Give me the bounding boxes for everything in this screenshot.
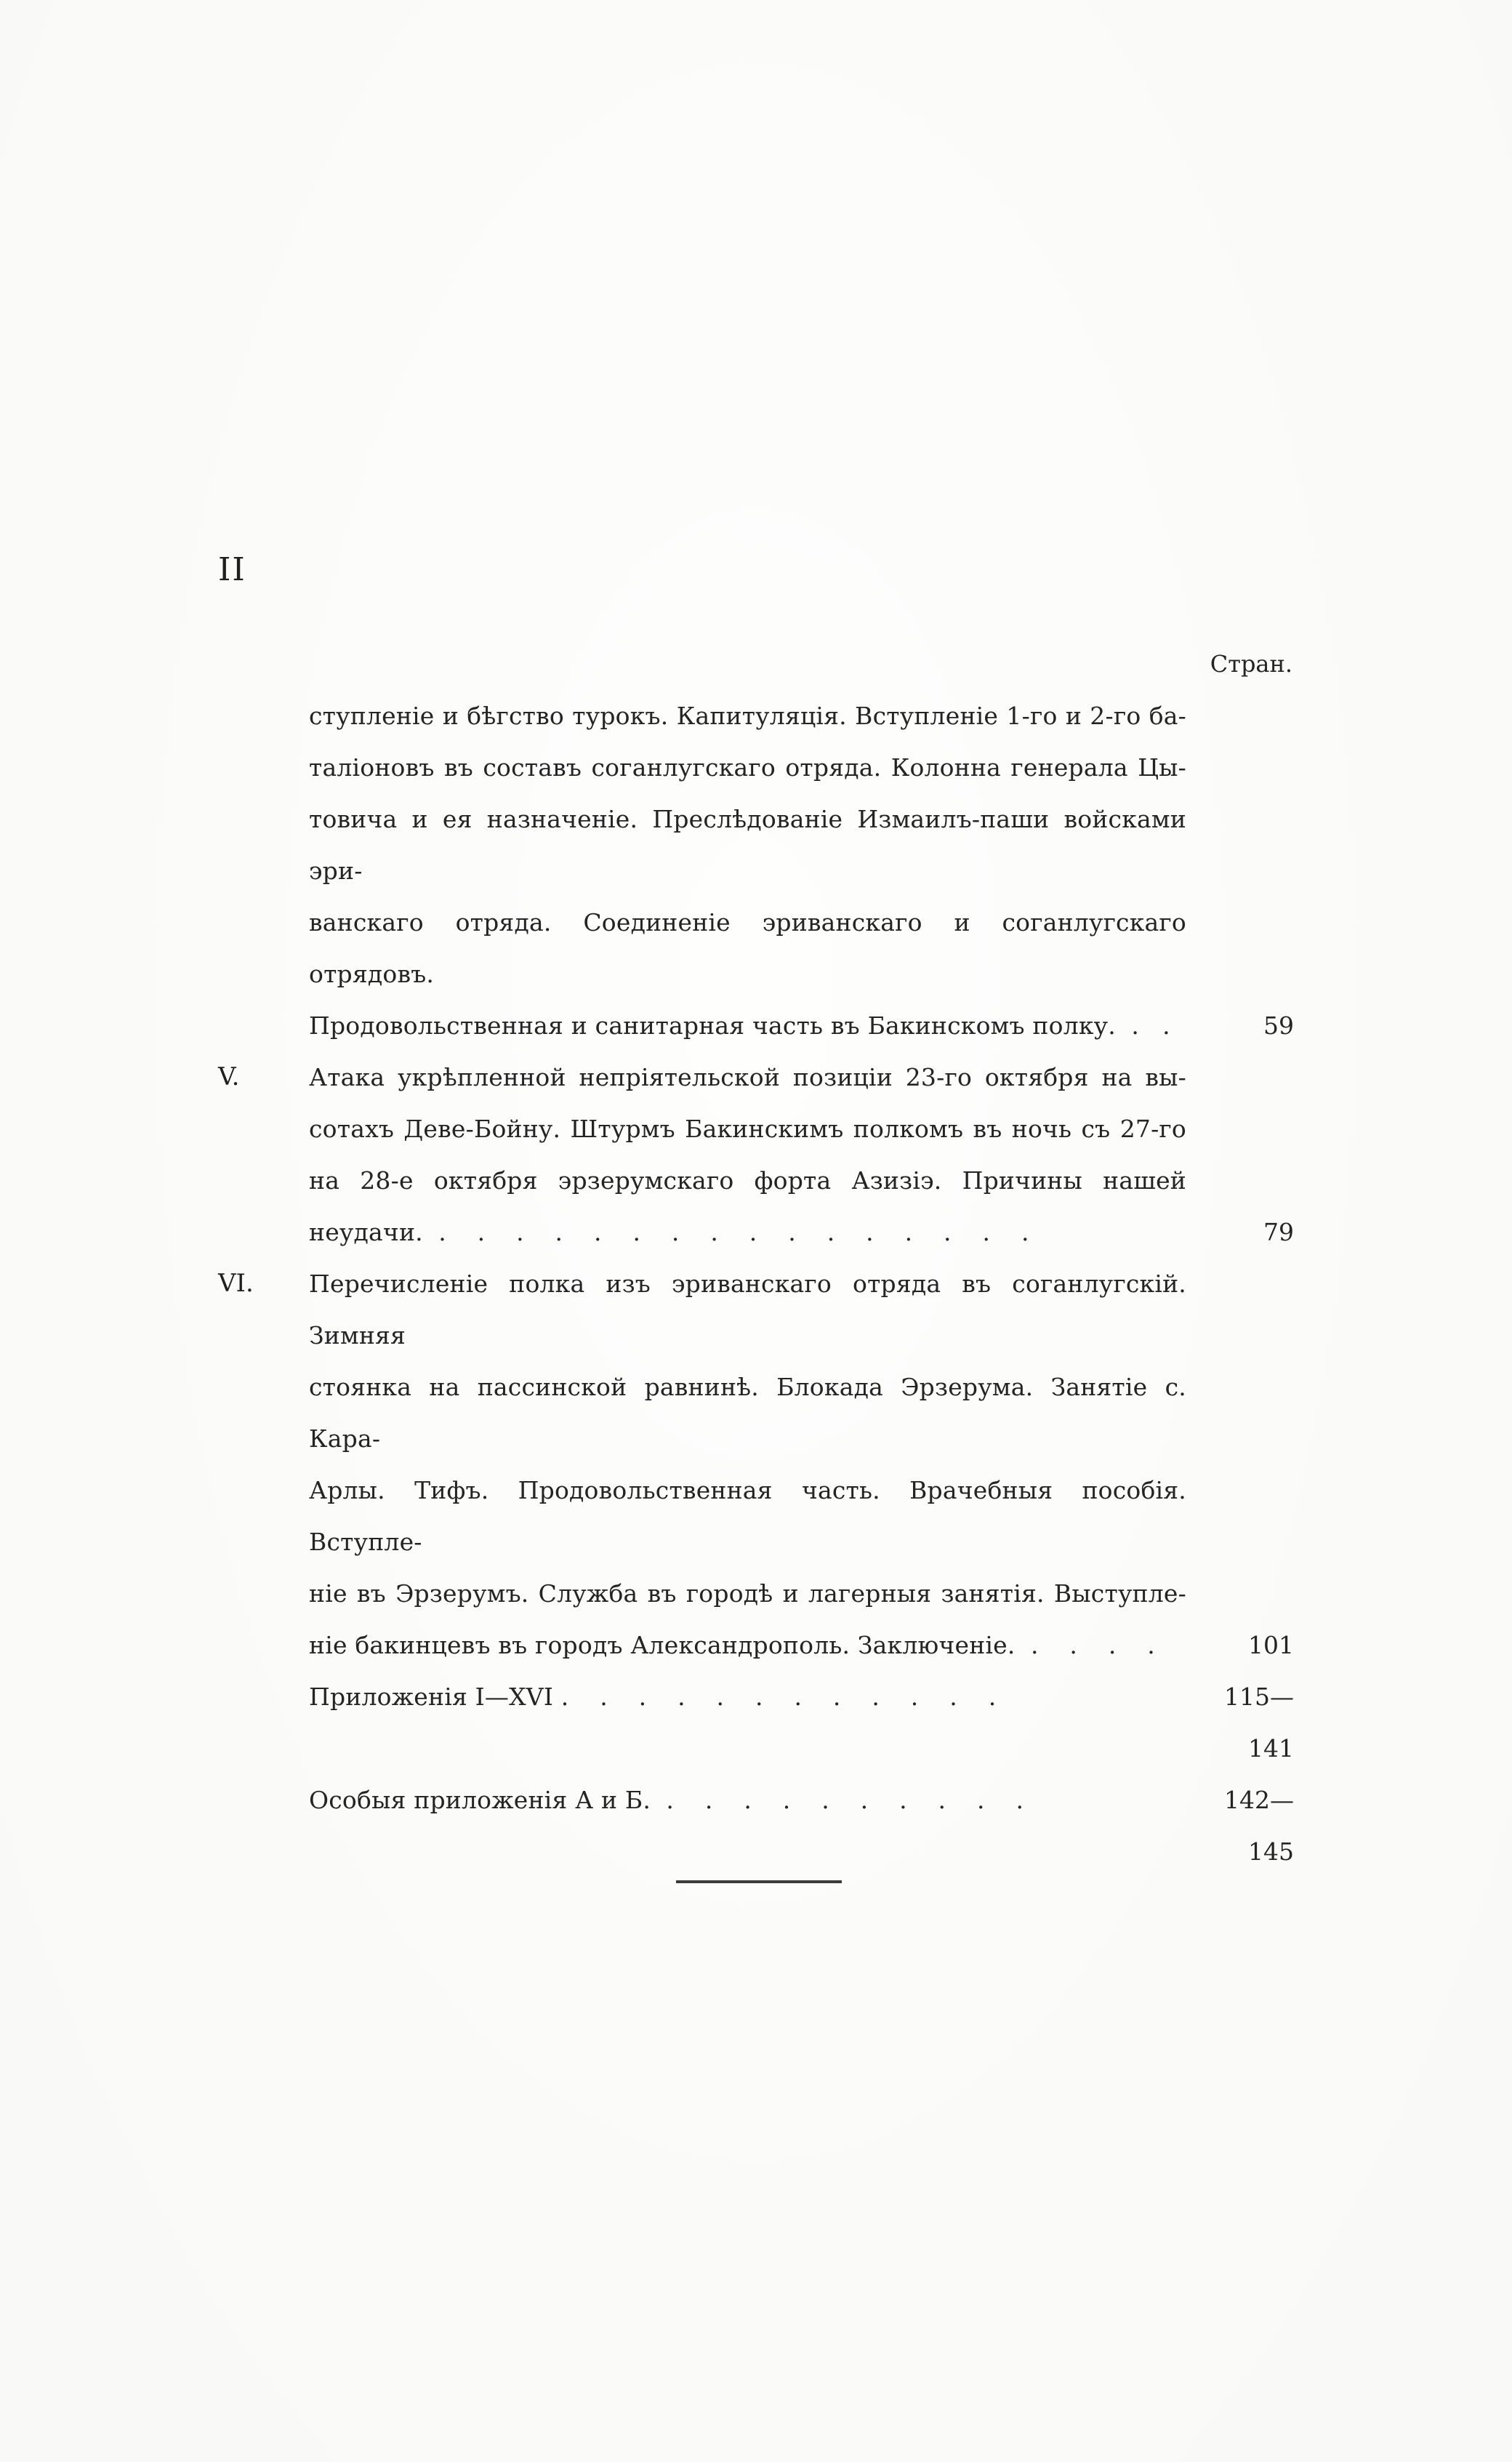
toc-entry-numeral: V. bbox=[218, 1062, 240, 1091]
toc-line: ванскаго отряда. Соединеніе эриванскаго и соганлугскаго отрядовъ. bbox=[309, 908, 1194, 988]
toc-line: неудачи. . . . . . . . . . . . . . . . . bbox=[309, 1218, 1029, 1246]
toc-line: Продовольственная и санитарная часть въ Бакинскомъ полку. . . bbox=[309, 1011, 1170, 1040]
table-of-contents bbox=[218, 638, 1295, 1877]
toc-line: стоянка на пассинской равнинѣ. Блокада Эрзерума. Занятіе с. Кара- bbox=[309, 1373, 1194, 1453]
toc-entry-text bbox=[309, 1671, 1186, 1774]
toc-line: Перечисленіе полка изъ эриванскаго отряда въ соганлугскій. Зимняя bbox=[309, 1270, 1194, 1350]
toc-entry-text bbox=[309, 1258, 1194, 1671]
toc-line: сотахъ Деве-Бойну. Штурмъ Бакинскимъ полкомъ въ ночь съ 27-го bbox=[309, 1115, 1186, 1143]
section-end-rule bbox=[676, 1880, 842, 1883]
toc-line: ніе въ Эрзерумъ. Служба въ городѣ и лагерныя занятія. Выступле- bbox=[309, 1579, 1186, 1608]
toc-line: ніе бакинцевъ въ городъ Александрополь. Заключеніе. . . . . bbox=[309, 1631, 1155, 1659]
toc-page-number: 115—141 bbox=[1224, 1683, 1294, 1763]
toc-entry-numeral bbox=[218, 1671, 309, 1774]
page-column-header: Стран. bbox=[1210, 650, 1292, 678]
toc-entry-text bbox=[309, 1051, 1186, 1258]
toc-entry bbox=[218, 1258, 1295, 1671]
toc-entry-numeral bbox=[218, 1774, 309, 1877]
toc-entry-text bbox=[309, 1774, 1186, 1877]
toc-line: Атака укрѣпленной непріятельской позиціи 23-го октября на вы- bbox=[309, 1063, 1186, 1091]
toc-line: Приложенія I—XVI . . . . . . . . . . . . bbox=[309, 1683, 997, 1711]
toc-page-number: 59 bbox=[1263, 1011, 1294, 1040]
toc-entry-numeral bbox=[218, 690, 309, 1051]
toc-page-number: 101 bbox=[1248, 1631, 1294, 1659]
page-folio: II bbox=[218, 551, 246, 588]
toc-line: ступленіе и бѣгство турокъ. Капитуляція. Вступленіе 1-го и 2-го ба- bbox=[309, 702, 1186, 730]
toc-line: таліоновъ въ составъ соганлугскаго отряда. Колонна генерала Цы- bbox=[309, 753, 1186, 782]
toc-line: Арлы. Тифъ. Продовольственная часть. Врачебныя пособія. Вступле- bbox=[309, 1476, 1194, 1556]
toc-entry bbox=[218, 1051, 1295, 1258]
toc-line: Особыя приложенія А и Б. . . . . . . . . . . bbox=[309, 1786, 1024, 1814]
toc-entry bbox=[218, 1671, 1295, 1774]
toc-entry-text bbox=[309, 690, 1194, 1051]
toc-entry-numeral: VI. bbox=[218, 1269, 254, 1298]
toc-entries bbox=[218, 690, 1295, 1877]
toc-entry bbox=[218, 1774, 1295, 1877]
toc-page-number: 79 bbox=[1263, 1218, 1294, 1246]
toc-line: товича и ея назначеніе. Преслѣдованіе Измаилъ-паши войсками эри- bbox=[309, 805, 1194, 885]
toc-page-number: 142—145 bbox=[1224, 1786, 1294, 1866]
toc-entry bbox=[218, 690, 1295, 1051]
toc-line: на 28-е октября эрзерумскаго форта Азизіэ. Причины нашей bbox=[309, 1166, 1186, 1195]
